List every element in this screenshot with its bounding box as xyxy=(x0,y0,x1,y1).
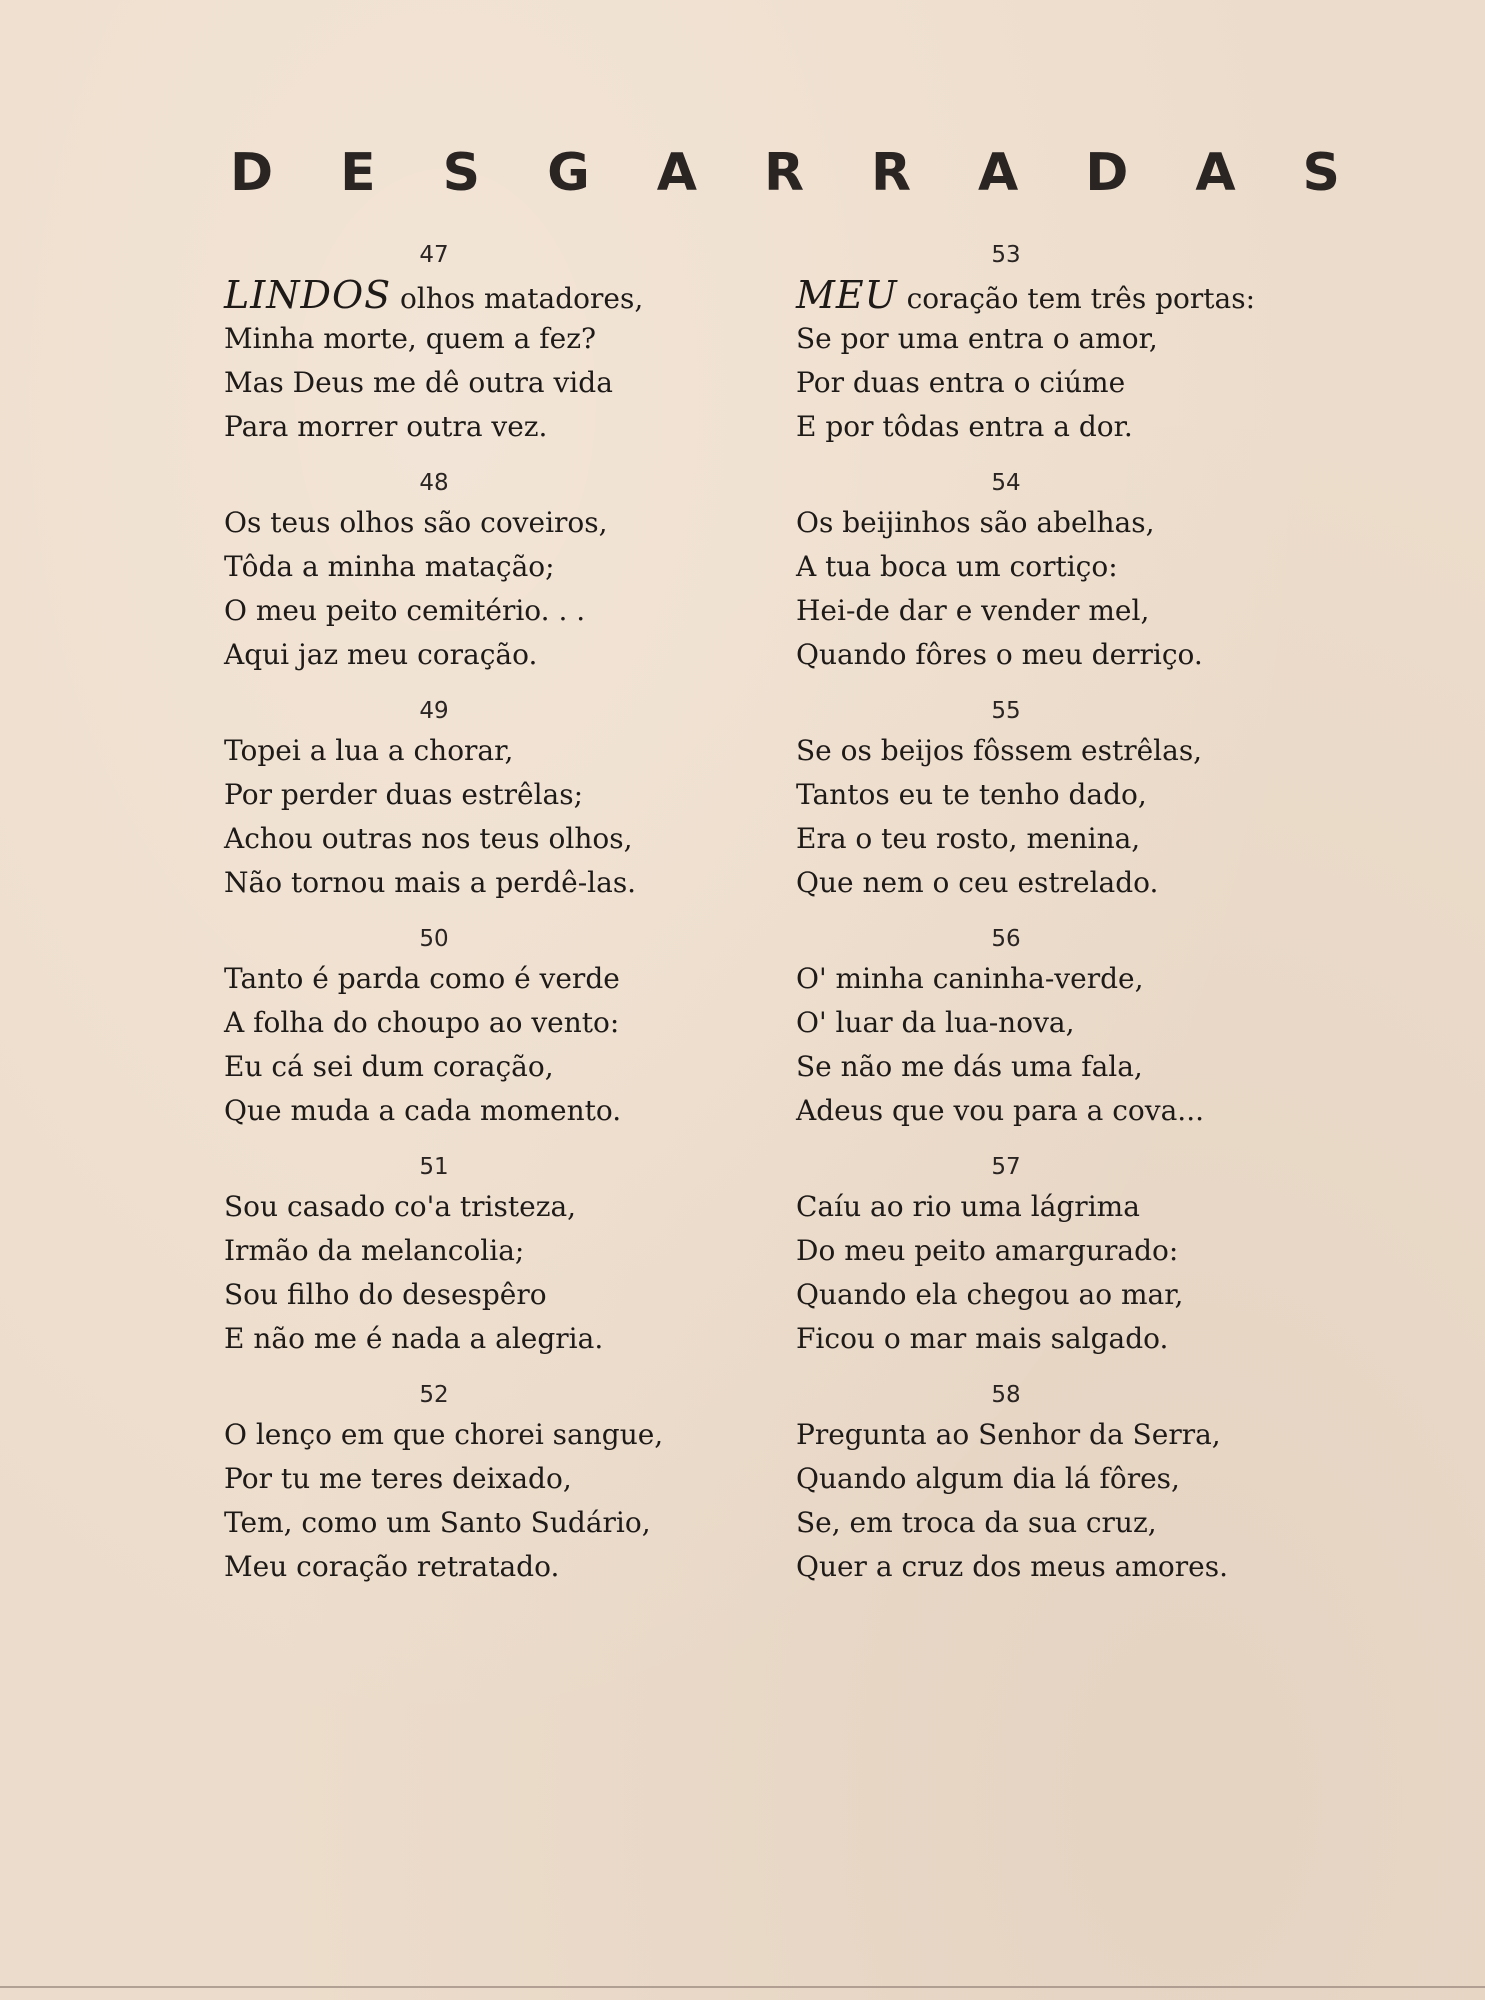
title-letter: R xyxy=(763,143,804,203)
verse-line: Se por uma entra o amor, xyxy=(796,322,1158,355)
verse-line: Quando algum dia lá fôres, xyxy=(796,1462,1180,1495)
verse-line: Não tornou mais a perdê-las. xyxy=(224,866,637,899)
verse-line: Por duas entra o ciúme xyxy=(796,366,1126,399)
title-letter: A xyxy=(1195,143,1236,203)
stanza-number: 52 xyxy=(419,1382,449,1408)
stanza-number: 50 xyxy=(419,926,449,952)
stanza-50 xyxy=(224,921,744,1149)
verse-line: Eu cá sei dum coração, xyxy=(224,1050,554,1083)
stanza-number: 48 xyxy=(419,470,449,496)
title-letter: A xyxy=(977,143,1019,203)
title-letter: G xyxy=(547,143,590,203)
verse-line: Adeus que vou para a cova... xyxy=(796,1094,1204,1127)
verse-line: Por perder duas estrêlas; xyxy=(224,778,584,811)
verse-line: Se, em troca da sua cruz, xyxy=(796,1506,1157,1539)
verse-line: Pregunta ao Senhor da Serra, xyxy=(796,1418,1221,1451)
stanza-number: 56 xyxy=(991,926,1021,952)
verse-line: Meu coração retratado. xyxy=(224,1550,560,1583)
verse-line: Tantos eu te tenho dado, xyxy=(796,778,1147,811)
title-letter: E xyxy=(340,143,376,203)
stanza-52 xyxy=(224,1377,744,1605)
verse-line: Minha morte, quem a fez? xyxy=(224,322,596,355)
title-letter: A xyxy=(656,143,697,203)
title-letter: S xyxy=(1302,143,1340,203)
verse-line: Mas Deus me dê outra vida xyxy=(224,366,613,399)
stanza-49 xyxy=(224,693,744,921)
title-letter: D xyxy=(1085,143,1129,203)
verse-line: Ficou o mar mais salgado. xyxy=(796,1322,1169,1355)
drop-word: LINDOS xyxy=(224,273,392,317)
stanza-number: 47 xyxy=(419,242,449,268)
verse-line: Achou outras nos teus olhos, xyxy=(224,822,633,855)
verse-line: Se os beijos fôssem estrêlas, xyxy=(796,734,1203,767)
verse-line: Caíu ao rio uma lágrima xyxy=(796,1190,1140,1223)
stanza-56 xyxy=(796,921,1316,1149)
stanza-51 xyxy=(224,1149,744,1377)
title-letter: S xyxy=(442,143,481,203)
verse-line: E por tôdas entra a dor. xyxy=(796,410,1133,443)
stanza-53 xyxy=(796,237,1316,465)
verse-line: O lenço em que chorei sangue, xyxy=(224,1418,664,1451)
verse-line: Tôda a minha matação; xyxy=(224,550,555,583)
verse-line: Quando fôres o meu derriço. xyxy=(796,638,1203,671)
verse-line: Os teus olhos são coveiros, xyxy=(224,506,608,539)
verse-line: Para morrer outra vez. xyxy=(224,410,548,443)
left-column xyxy=(224,237,744,1605)
verse-line: Sou casado co'a tristeza, xyxy=(224,1190,577,1223)
verse-line xyxy=(224,273,744,317)
stanza-number: 53 xyxy=(991,242,1021,268)
verse-line: Hei-de dar e vender mel, xyxy=(796,594,1150,627)
stanza-55 xyxy=(796,693,1316,921)
verse-line: Topei a lua a chorar, xyxy=(224,734,514,767)
stanza-47 xyxy=(224,237,744,465)
verse-line: E não me é nada a alegria. xyxy=(224,1322,604,1355)
page-title xyxy=(230,143,1340,203)
verse-line: Do meu peito amargurado: xyxy=(796,1234,1179,1267)
stanza-48 xyxy=(224,465,744,693)
verse-line: A folha do choupo ao vento: xyxy=(224,1006,620,1039)
verse-line: O meu peito cemitério. . . xyxy=(224,594,586,627)
page-bottom-edge xyxy=(0,1986,1485,1988)
stanza-number: 51 xyxy=(419,1154,449,1180)
stanza-number: 49 xyxy=(419,698,449,724)
stanza-number: 58 xyxy=(991,1382,1021,1408)
verse-line: Se não me dás uma fala, xyxy=(796,1050,1143,1083)
verse-line-rest: olhos matadores, xyxy=(391,282,644,315)
verse-line: A tua boca um cortiço: xyxy=(796,550,1118,583)
verse-line-rest: coração tem três portas: xyxy=(897,282,1256,315)
verse-line: Irmão da melancolia; xyxy=(224,1234,525,1267)
verse-line: Tanto é parda como é verde xyxy=(224,962,620,995)
verse-line: Era o teu rosto, menina, xyxy=(796,822,1141,855)
verse-line: O' luar da lua-nova, xyxy=(796,1006,1075,1039)
verse-line: Sou filho do desespêro xyxy=(224,1278,547,1311)
verse-line: Que muda a cada momento. xyxy=(224,1094,622,1127)
title-letter: D xyxy=(230,143,274,203)
verse-line: Que nem o ceu estrelado. xyxy=(796,866,1159,899)
title-letter: R xyxy=(870,143,911,203)
verse-line: O' minha caninha-verde, xyxy=(796,962,1144,995)
stanza-58 xyxy=(796,1377,1316,1605)
stanza-54 xyxy=(796,465,1316,693)
verse-line: Os beijinhos são abelhas, xyxy=(796,506,1155,539)
verse-line: Quando ela chegou ao mar, xyxy=(796,1278,1184,1311)
verse-line: Por tu me teres deixado, xyxy=(224,1462,572,1495)
verse-line: Tem, como um Santo Sudário, xyxy=(224,1506,651,1539)
right-column xyxy=(796,237,1316,1605)
verse-line: Quer a cruz dos meus amores. xyxy=(796,1550,1228,1583)
verse-line: Aqui jaz meu coração. xyxy=(224,638,538,671)
verse-line xyxy=(796,273,1316,317)
stanza-number: 54 xyxy=(991,470,1021,496)
drop-word: MEU xyxy=(796,273,898,317)
stanza-number: 55 xyxy=(991,698,1021,724)
stanza-number: 57 xyxy=(991,1154,1021,1180)
stanza-57 xyxy=(796,1149,1316,1377)
